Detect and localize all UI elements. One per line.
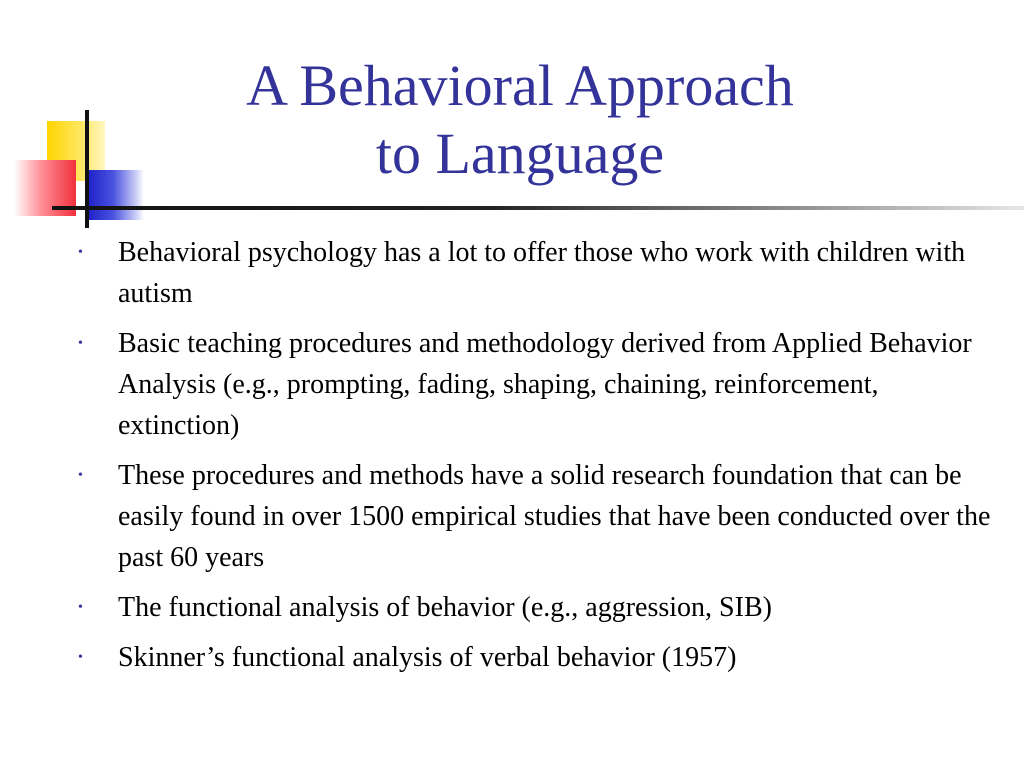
- slide-title-line-1: A Behavioral Approach: [246, 53, 794, 118]
- vertical-line: [85, 110, 89, 228]
- bullet-item: [72, 232, 992, 314]
- bullet-icon: •: [78, 245, 83, 260]
- bullet-list: [72, 232, 992, 687]
- blue-square: [88, 170, 144, 220]
- bullet-text: The functional analysis of behavior (e.g., aggression, SIB): [118, 592, 772, 623]
- title-divider: [52, 206, 1024, 210]
- bullet-icon: •: [78, 600, 83, 615]
- bullet-item: [72, 323, 992, 446]
- slide-title-line-2: to Language: [375, 121, 665, 186]
- bullet-item: [72, 587, 992, 628]
- bullet-item: [72, 455, 992, 578]
- bullet-icon: •: [78, 650, 83, 665]
- bullet-item: [72, 637, 992, 678]
- decorative-logo: [0, 100, 150, 230]
- bullet-text: Skinner’s functional analysis of verbal behavior (1957): [118, 642, 737, 673]
- bullet-text: These procedures and methods have a solid research foundation that can be easily found in over 1500 empirical studies that have been conducted over the past 60 years: [118, 460, 991, 573]
- bullet-icon: •: [78, 336, 83, 351]
- bullet-text: Behavioral psychology has a lot to offer those who work with children with autism: [118, 237, 966, 309]
- slide-title: [200, 52, 840, 188]
- bullet-icon: •: [78, 468, 83, 483]
- bullet-text: Basic teaching procedures and methodology derived from Applied Behavior Analysis (e.g., prompting, fading, shaping, chaining, reinforcement, extinction): [118, 328, 972, 441]
